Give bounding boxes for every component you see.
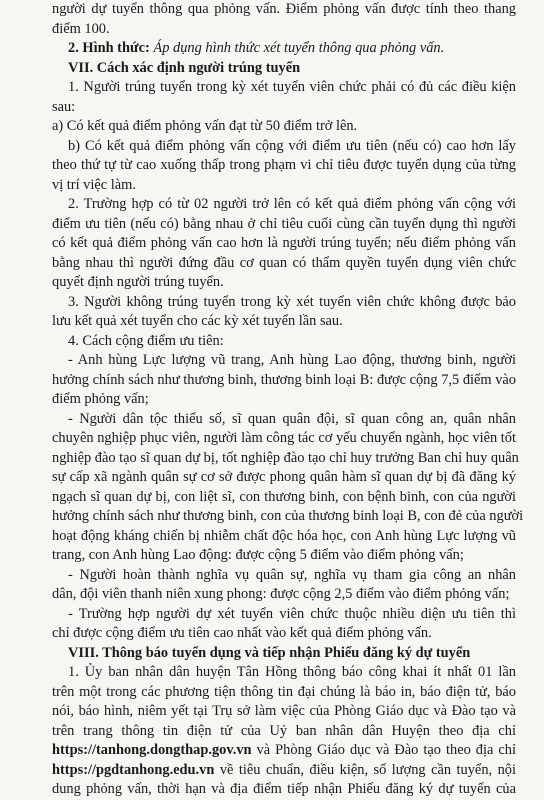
text-line: bằng nhau thì người đứng đầu cơ quan có thẩm quyền tuyển dụng viên chức bbox=[52, 255, 516, 271]
text-line: người dự tuyển thông qua phỏng vấn. Điểm phỏng vấn được tính theo thang bbox=[52, 1, 516, 17]
text-line: trên trang thông tin điện tử của Uỷ ban nhân dân Huyện theo địa chỉ bbox=[52, 723, 516, 739]
item-heading: 2. Hình thức: bbox=[68, 40, 150, 56]
text-line: nghiệp đào tạo sĩ quan dự bị, tốt nghiệp đào tạo chỉ huy trưởng Ban chỉ huy quân bbox=[52, 450, 519, 466]
section-item bbox=[68, 39, 516, 59]
text-line: dân, đội viên thanh niên xung phong: được cộng 2,5 điểm vào điểm phỏng vấn; bbox=[52, 586, 510, 602]
text-line: sự cấp xã ngành quân sự cơ sở được phong quân hàm sĩ quan dự bị đã đăng ký bbox=[52, 469, 516, 485]
text-line: ngạch sĩ quan dự bị, con liệt sĩ, con thương binh, con bệnh binh, con của người bbox=[52, 489, 516, 505]
website-url[interactable]: https://tanhong.dongthap.gov.vn bbox=[52, 742, 252, 758]
line-text: và Phòng Giáo dục và Đào tạo theo địa chỉ bbox=[251, 742, 516, 758]
text-line: điểm 100. bbox=[52, 21, 110, 37]
item-text: Áp dụng hình thức xét tuyển thông qua phỏng vấn. bbox=[149, 40, 445, 56]
text-line: 4. Cách cộng điểm ưu tiên: bbox=[68, 333, 224, 349]
text-line: điểm ưu tiên (nếu có) bằng nhau ở chỉ tiêu cuối cùng cần tuyển dụng thì người bbox=[52, 216, 516, 232]
text-line: vị trí việc làm. bbox=[52, 177, 136, 193]
text-line: chuyên nghiệp phục viên, người làm công tác cơ yếu chuyển ngành, học viên tốt bbox=[52, 430, 516, 446]
text-line: có kết quả điểm phỏng vấn cao hơn là người trúng tuyển; nếu điểm phỏng vấn bbox=[52, 235, 516, 251]
text-line: - Người hoàn thành nghĩa vụ quân sự, nghĩa vụ tham gia công an nhân bbox=[68, 567, 516, 583]
text-line bbox=[52, 741, 516, 761]
line-text: về tiêu chuẩn, điều kiện, số lượng cần tuyển, nội bbox=[214, 762, 516, 778]
text-line: nói, báo hình, niêm yết tại Trụ sở làm việc của Phòng Giáo dục và Đào tạo và bbox=[52, 703, 516, 719]
text-line: trang, con Anh hùng Lao động: được cộng 5 điểm vào điểm phỏng vấn; bbox=[52, 547, 464, 563]
text-line: quyết định người trúng tuyển. bbox=[52, 274, 224, 290]
section-heading: VII. Cách xác định người trúng tuyển bbox=[68, 60, 301, 76]
text-line: 2. Trường hợp có từ 02 người trở lên có kết quả điểm phỏng vấn cộng với bbox=[68, 196, 516, 212]
text-line: 3. Người không trúng tuyển trong kỳ xét tuyển viên chức không được bảo bbox=[68, 294, 516, 310]
text-line: chỉ được cộng điểm ưu tiên cao nhất vào kết quả điểm phỏng vấn. bbox=[52, 625, 432, 641]
text-line: dung phỏng vấn, thời hạn và địa điểm tiếp nhận Phiếu đăng ký dự tuyển của bbox=[52, 781, 516, 797]
text-line: - Anh hùng Lực lượng vũ trang, Anh hùng Lao động, thương binh, người bbox=[68, 352, 516, 368]
text-line: trên một trong các phương tiện thông tin đại chúng là báo in, báo điện tử, báo bbox=[52, 684, 516, 700]
text-line bbox=[52, 761, 516, 781]
section-heading: VIII. Thông báo tuyển dụng và tiếp nhận Phiếu đăng ký dự tuyển bbox=[68, 645, 471, 661]
text-line: 1. Người trúng tuyển trong kỳ xét tuyển viên chức phải có đủ các điều kiện bbox=[68, 79, 516, 95]
website-url[interactable]: https://pgdtanhong.edu.vn bbox=[52, 762, 215, 778]
text-line: 1. Ủy ban nhân dân huyện Tân Hồng thông báo công khai ít nhất 01 lần bbox=[68, 664, 516, 680]
text-line: b) Có kết quả điểm phỏng vấn cộng với điểm ưu tiên (nếu có) cao hơn lấy bbox=[68, 138, 516, 154]
text-line: hưởng chính sách như thương binh, con của thương binh loại B, con đẻ của người bbox=[52, 508, 524, 524]
text-line: theo thứ tự từ cao xuống thấp trong phạm vi chỉ tiêu được tuyển dụng của từng bbox=[52, 157, 516, 173]
text-line: - Trường hợp người dự xét tuyển viên chức thuộc nhiều diện ưu tiên thì bbox=[68, 606, 516, 622]
text-line: a) Có kết quả điểm phỏng vấn đạt từ 50 điểm trở lên. bbox=[52, 118, 358, 134]
text-line: sau: bbox=[52, 99, 76, 115]
text-line: điểm phỏng vấn; bbox=[52, 391, 149, 407]
text-line: hưởng chính sách như thương binh, thương binh loại B: được cộng 7,5 điểm vào bbox=[52, 372, 516, 388]
text-line: hoạt động kháng chiến bị nhiễm chất độc hóa học, con Anh hùng Lực lượng vũ bbox=[52, 528, 516, 544]
text-line: - Người dân tộc thiểu số, sĩ quan quân đội, sĩ quan công an, quân nhân bbox=[68, 411, 516, 427]
text-line: lưu kết quả xét tuyển cho các kỳ xét tuyển lần sau. bbox=[52, 313, 343, 329]
